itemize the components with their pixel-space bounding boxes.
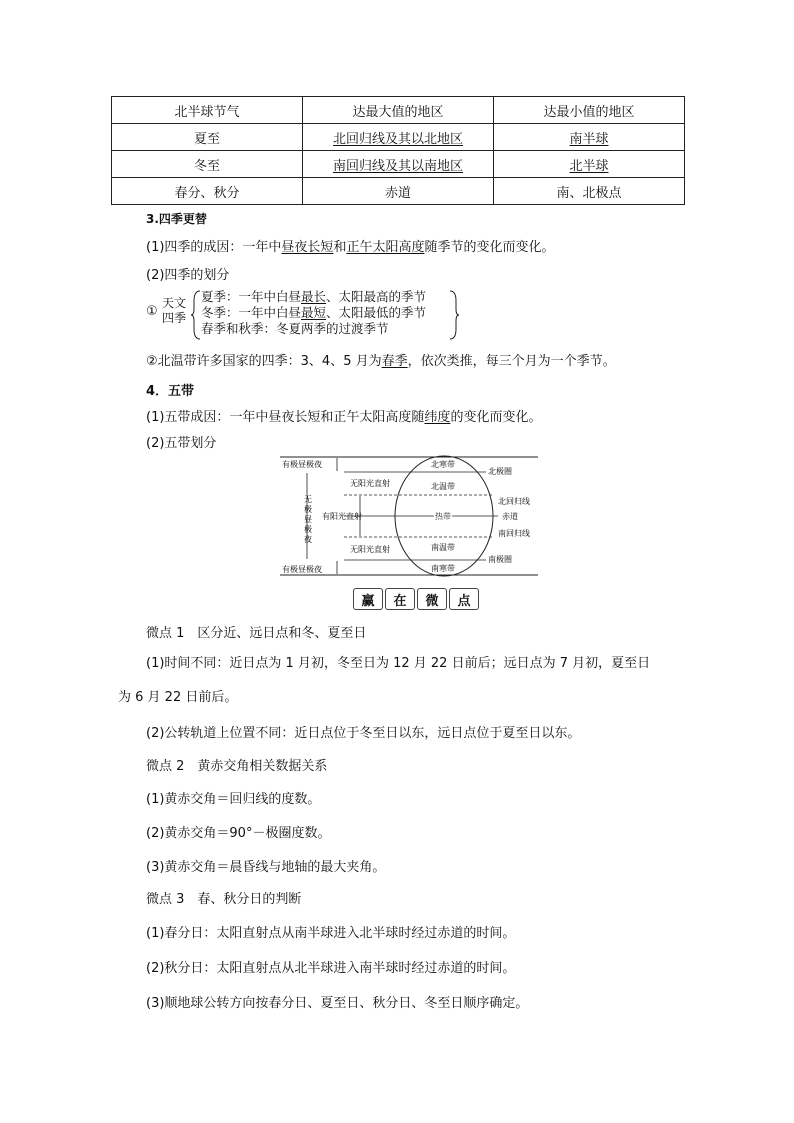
- table-cell: 夏至: [112, 124, 303, 151]
- spring-autumn-definition: 春季和秋季：冬夏两季的过渡季节: [201, 321, 389, 336]
- text: 天文: [162, 296, 187, 310]
- text-underlined: 最长: [301, 289, 327, 304]
- left-label: 无阳光直射: [350, 479, 390, 488]
- text-underlined: 昼夜长短: [281, 240, 334, 255]
- point-1-line: (1)时间不同：近日点为 1 月初，冬至日为 12 月 22 日前后；远日点为 7 月初，夏至日: [146, 656, 651, 671]
- zone-label: 南温带: [431, 543, 455, 552]
- vertical-label-char: 夜: [304, 535, 312, 544]
- text: 和: [333, 240, 347, 255]
- text: (1)四季的成因：一年中: [146, 240, 282, 255]
- point-3-line: (1)春分日：太阳直射点从南半球进入北半球时经过赤道的时间。: [146, 926, 516, 941]
- banner-char: 点: [449, 588, 479, 610]
- line-label: 北极圈: [488, 467, 512, 476]
- table-cell: 北半球: [494, 151, 685, 178]
- point-3-line: (3)顺地球公转方向按春分日、夏至日、秋分日、冬至日顺序确定。: [146, 996, 529, 1011]
- zone-label: 南寒带: [431, 564, 455, 573]
- banner-char: 微: [417, 588, 447, 610]
- table-cell: 冬至: [112, 151, 303, 178]
- table-cell: 南半球: [494, 124, 685, 151]
- table-cell: 南回归线及其以南地区: [303, 151, 494, 178]
- five-zones-cause: [146, 406, 541, 425]
- vertical-label-char: 极: [304, 525, 312, 534]
- seasons-cause: [146, 236, 554, 255]
- text: 随季节的变化而变化。: [424, 240, 555, 255]
- table-cell: 南、北极点: [494, 178, 685, 205]
- northern-temperate-seasons: [146, 350, 616, 369]
- bracket-label: [162, 296, 186, 326]
- text: 冬季：一年中白昼: [201, 305, 302, 320]
- point-2-line: (3)黄赤交角＝晨昏线与地轴的最大夹角。: [146, 860, 386, 875]
- five-zones-division: (2)五带划分: [146, 436, 217, 451]
- zone-label: 热带: [435, 512, 451, 521]
- text-underlined: 正午太阳高度: [346, 240, 425, 255]
- table-header: 北半球节气: [112, 97, 303, 124]
- table-row: [112, 151, 685, 178]
- five-zones-diagram: [280, 452, 550, 580]
- text-underlined: 最短: [301, 305, 327, 320]
- text: 夏季：一年中白昼: [201, 289, 302, 304]
- left-label: 有阳光直射: [322, 512, 362, 521]
- text-underlined: 春季: [381, 354, 408, 369]
- season-definitions: [201, 289, 426, 337]
- zone-label: 北寒带: [431, 460, 455, 469]
- bracket-number: ①: [146, 304, 158, 319]
- point-2-line: (2)黄赤交角＝90°－极圈度数。: [146, 826, 331, 841]
- text: 的变化而变化。: [450, 410, 542, 425]
- vertical-label-char: 昼: [304, 515, 312, 524]
- table-cell: 北回归线及其以北地区: [303, 124, 494, 151]
- vertical-label-char: 极: [304, 505, 312, 514]
- table-row: [112, 124, 685, 151]
- text: ，依次类推，每三个月为一个季节。: [407, 354, 616, 369]
- zone-label: 北温带: [431, 482, 455, 491]
- point-3-title: 微点 3 春、秋分日的判断: [146, 892, 302, 907]
- table-row: [112, 178, 685, 205]
- left-label: 无阳光直射: [350, 545, 390, 554]
- vertical-label-char: 无: [304, 495, 312, 504]
- line-label: 北回归线: [498, 497, 530, 506]
- winter-definition: [201, 305, 426, 321]
- banner-char: 赢: [353, 588, 383, 610]
- table-cell: 赤道: [303, 178, 494, 205]
- point-1-line: 为 6 月 22 日前后。: [118, 690, 238, 705]
- text: ②北温带许多国家的四季：3、4、5 月为: [146, 354, 382, 369]
- point-3-line: (2)秋分日：太阳直射点从北半球进入南半球时经过赤道的时间。: [146, 961, 516, 976]
- text: 四季: [162, 311, 187, 325]
- summer-definition: [201, 289, 426, 305]
- line-label: 南极圈: [488, 555, 512, 564]
- text: (1)五带成因：一年中昼夜长短和正午太阳高度随: [146, 410, 425, 425]
- line-label: 南回归线: [498, 529, 530, 538]
- right-brace-icon: [448, 289, 460, 341]
- point-1-title: 微点 1 区分近、远日点和冬、夏至日: [146, 626, 367, 641]
- text-underlined: 纬度: [424, 410, 451, 425]
- table-header-row: [112, 97, 685, 124]
- banner-char: 在: [385, 588, 415, 610]
- point-2-line: (1)黄赤交角＝回归线的度数。: [146, 792, 321, 807]
- solar-terms-table: [111, 96, 685, 205]
- point-1-line: (2)公转轨道上位置不同：近日点位于冬至日以东，远日点位于夏至日以东。: [146, 726, 581, 741]
- left-label: 有极昼极夜: [282, 460, 322, 469]
- line-label: 赤道: [502, 512, 518, 521]
- section-title-seasons: 3.四季更替: [146, 212, 207, 226]
- seasons-division: (2)四季的划分: [146, 268, 230, 283]
- left-label: 有极昼极夜: [282, 565, 322, 574]
- text: 、太阳最低的季节: [326, 305, 427, 320]
- point-2-title: 微点 2 黄赤交角相关数据关系: [146, 759, 328, 774]
- table-header: 达最小值的地区: [494, 97, 685, 124]
- section-title-five-zones: 4．五带: [146, 384, 195, 399]
- table-header: 达最大值的地区: [303, 97, 494, 124]
- win-at-points-banner: [353, 588, 481, 610]
- text: 、太阳最高的季节: [326, 289, 427, 304]
- table-cell: 春分、秋分: [112, 178, 303, 205]
